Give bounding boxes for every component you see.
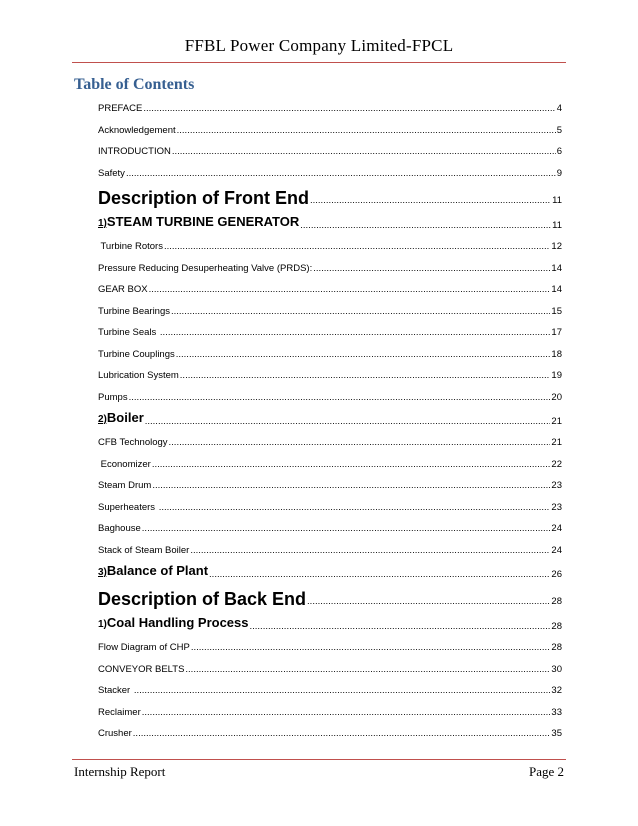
toc-entry[interactable]	[98, 365, 562, 387]
toc-entry-label	[98, 559, 208, 585]
table-of-contents	[98, 98, 562, 745]
toc-entry-label	[98, 322, 159, 344]
toc-entry-label	[98, 585, 306, 613]
toc-entry-text: PREFACE	[98, 103, 143, 114]
toc-dot-leader	[149, 279, 551, 301]
toc-entry[interactable]	[98, 301, 562, 323]
toc-dot-leader	[143, 98, 555, 120]
toc-entry-page: 28	[551, 596, 562, 607]
toc-dot-leader	[152, 454, 551, 476]
toc-entry-label	[98, 432, 168, 454]
toc-entry-text: Superheaters	[98, 501, 158, 513]
toc-dot-leader	[152, 475, 550, 497]
toc-dot-leader	[126, 163, 556, 185]
toc-entry-page: 11	[552, 220, 562, 231]
toc-entry-text: CONVEYOR BELTS	[98, 663, 185, 675]
toc-entry[interactable]	[98, 454, 562, 476]
toc-entry-label	[98, 279, 148, 301]
toc-entry[interactable]	[98, 585, 562, 613]
toc-entry-text: Economizer	[98, 458, 151, 470]
toc-entry-text: Balance of Plant	[106, 563, 209, 578]
toc-entry-text: Reclaimer	[98, 706, 141, 718]
toc-entry-text: GEAR BOX	[98, 284, 148, 295]
toc-entry-text: Description of Back End	[98, 589, 307, 609]
toc-entry-page: 26	[551, 569, 562, 580]
toc-dot-leader	[180, 365, 551, 387]
toc-dot-leader	[145, 412, 551, 432]
toc-dot-leader	[250, 617, 551, 637]
toc-dot-leader	[172, 141, 556, 163]
toc-entry-page: 6	[556, 146, 562, 157]
toc-dot-leader	[176, 344, 551, 366]
toc-entry-label	[98, 518, 141, 540]
toc-entry-text: Crusher	[98, 728, 132, 739]
toc-entry[interactable]	[98, 659, 562, 681]
toc-entry-page: 18	[551, 348, 562, 360]
toc-dot-leader	[177, 120, 556, 142]
toc-entry-text: STEAM TURBINE GENERATOR	[106, 214, 300, 229]
toc-entry-label	[98, 406, 144, 432]
footer-report-label: Internship Report	[74, 764, 166, 779]
toc-entry-label	[98, 184, 309, 212]
toc-entry-page: 9	[556, 167, 562, 179]
toc-entry-page: 21	[551, 416, 562, 427]
toc-entry-text: Stacker	[98, 685, 133, 696]
toc-entry-label	[98, 258, 312, 280]
toc-entry[interactable]	[98, 322, 562, 344]
toc-entry-page: 24	[551, 544, 562, 556]
toc-entry[interactable]	[98, 120, 562, 142]
toc-entry-page: 22	[551, 458, 562, 470]
toc-dot-leader	[164, 236, 550, 258]
toc-entry-label	[98, 659, 184, 681]
toc-entry-text: Steam Drum	[98, 480, 152, 491]
toc-entry-label	[98, 680, 133, 702]
toc-dot-leader	[313, 258, 550, 280]
toc-entry-label	[98, 723, 132, 745]
toc-dot-leader	[209, 565, 550, 585]
toc-entry[interactable]	[98, 212, 562, 236]
toc-entry-text: Turbine Seals	[98, 327, 159, 338]
toc-entry[interactable]	[98, 540, 562, 562]
page-header: FFBL Power Company Limited-FPCL	[184, 36, 454, 55]
toc-entry-label	[98, 497, 158, 519]
toc-entry-page: 33	[551, 706, 562, 718]
toc-entry-number: 3)	[98, 567, 107, 578]
toc-entry[interactable]	[98, 680, 562, 702]
toc-entry-page: 21	[551, 437, 562, 448]
toc-entry-page: 23	[551, 501, 562, 513]
toc-entry[interactable]	[98, 561, 562, 585]
toc-entry[interactable]	[98, 408, 562, 432]
toc-entry-page: 23	[551, 480, 562, 491]
toc-entry-page: 30	[551, 663, 562, 675]
toc-entry[interactable]	[98, 141, 562, 163]
toc-entry[interactable]	[98, 518, 562, 540]
toc-dot-leader	[134, 680, 551, 702]
toc-dot-leader	[160, 322, 551, 344]
toc-entry[interactable]	[98, 184, 562, 212]
toc-dot-leader	[307, 591, 550, 613]
toc-entry-number: 1)	[98, 619, 107, 630]
toc-entry-text: Boiler	[106, 410, 144, 425]
toc-entry-label	[98, 702, 141, 724]
toc-dot-leader	[142, 518, 551, 540]
toc-dot-leader	[169, 432, 551, 454]
header-divider	[72, 62, 566, 63]
toc-entry-page: 17	[551, 327, 562, 338]
toc-entry-page: 28	[551, 621, 562, 632]
footer-divider	[72, 759, 566, 760]
toc-entry-label	[98, 454, 151, 476]
toc-entry-page: 5	[556, 124, 562, 136]
toc-entry[interactable]	[98, 497, 562, 519]
toc-entry-text: Pumps	[98, 391, 128, 403]
toc-entry-page: 14	[551, 262, 562, 274]
toc-entry-label	[98, 475, 151, 497]
toc-entry[interactable]	[98, 475, 562, 497]
toc-dot-leader	[310, 190, 551, 212]
toc-entry-number: 1)	[98, 218, 107, 229]
toc-entry-text: Turbine Bearings	[98, 305, 170, 317]
toc-entry[interactable]	[98, 98, 562, 120]
toc-entry-page: 19	[551, 370, 562, 381]
toc-entry-page: 20	[551, 391, 562, 403]
toc-entry-page: 15	[551, 305, 562, 317]
toc-dot-leader	[171, 301, 550, 323]
toc-entry[interactable]	[98, 637, 562, 659]
toc-dot-leader	[185, 659, 550, 681]
toc-entry-text: Safety	[98, 167, 125, 179]
toc-entry-page: 24	[551, 523, 562, 534]
toc-entry[interactable]	[98, 236, 562, 258]
toc-entry-label	[98, 98, 142, 120]
toc-dot-leader	[133, 723, 551, 745]
toc-entry-page: 35	[551, 728, 562, 739]
toc-entry-text: Stack of Steam Boiler	[98, 544, 190, 556]
toc-entry-number: 2)	[98, 414, 107, 425]
toc-entry-text: Description of Front End	[98, 188, 309, 208]
toc-entry-text: Pressure Reducing Desuperheating Valve (PRDS):	[98, 262, 313, 274]
toc-entry-label	[98, 611, 249, 637]
toc-entry-text: Flow Diagram of CHP	[98, 642, 190, 653]
toc-entry-text: INTRODUCTION	[98, 146, 171, 157]
toc-entry[interactable]	[98, 163, 562, 185]
toc-entry-label	[98, 236, 163, 258]
toc-entry-label	[98, 540, 189, 562]
toc-entry[interactable]	[98, 723, 562, 745]
toc-entry-page: 11	[552, 195, 562, 206]
toc-entry-text: Turbine Rotors	[98, 241, 163, 252]
toc-title: Table of Contents	[74, 76, 195, 93]
toc-dot-leader	[190, 540, 550, 562]
toc-entry-text: Baghouse	[98, 523, 141, 534]
toc-entry-text: Coal Handling Process	[106, 615, 249, 630]
toc-entry-page: 28	[551, 642, 562, 653]
toc-entry-label	[98, 344, 175, 366]
toc-entry[interactable]	[98, 258, 562, 280]
toc-dot-leader	[300, 216, 551, 236]
toc-entry[interactable]	[98, 432, 562, 454]
toc-entry-text: Turbine Couplings	[98, 348, 175, 360]
toc-entry-page: 32	[551, 685, 562, 696]
toc-entry-label	[98, 387, 128, 409]
toc-entry-text: Acknowledgement	[98, 124, 176, 136]
toc-entry[interactable]	[98, 387, 562, 409]
toc-entry-text: CFB Technology	[98, 437, 168, 448]
toc-entry[interactable]	[98, 613, 562, 637]
toc-entry-label	[98, 210, 299, 236]
toc-entry-text: Lubrication System	[98, 370, 179, 381]
toc-entry[interactable]	[98, 702, 562, 724]
toc-dot-leader	[142, 702, 551, 724]
toc-entry-page: 12	[551, 241, 562, 252]
toc-entry-label	[98, 301, 170, 323]
toc-entry-page: 4	[556, 103, 562, 114]
toc-entry-label	[98, 365, 179, 387]
toc-entry-label	[98, 120, 176, 142]
footer-page-number: Page 2	[528, 764, 564, 779]
toc-dot-leader	[191, 637, 551, 659]
toc-entry-label	[98, 163, 125, 185]
toc-dot-leader	[159, 497, 551, 519]
toc-entry[interactable]	[98, 344, 562, 366]
toc-entry-page: 14	[551, 284, 562, 295]
toc-dot-leader	[129, 387, 551, 409]
toc-entry[interactable]	[98, 279, 562, 301]
toc-entry-label	[98, 141, 171, 163]
toc-entry-label	[98, 637, 190, 659]
